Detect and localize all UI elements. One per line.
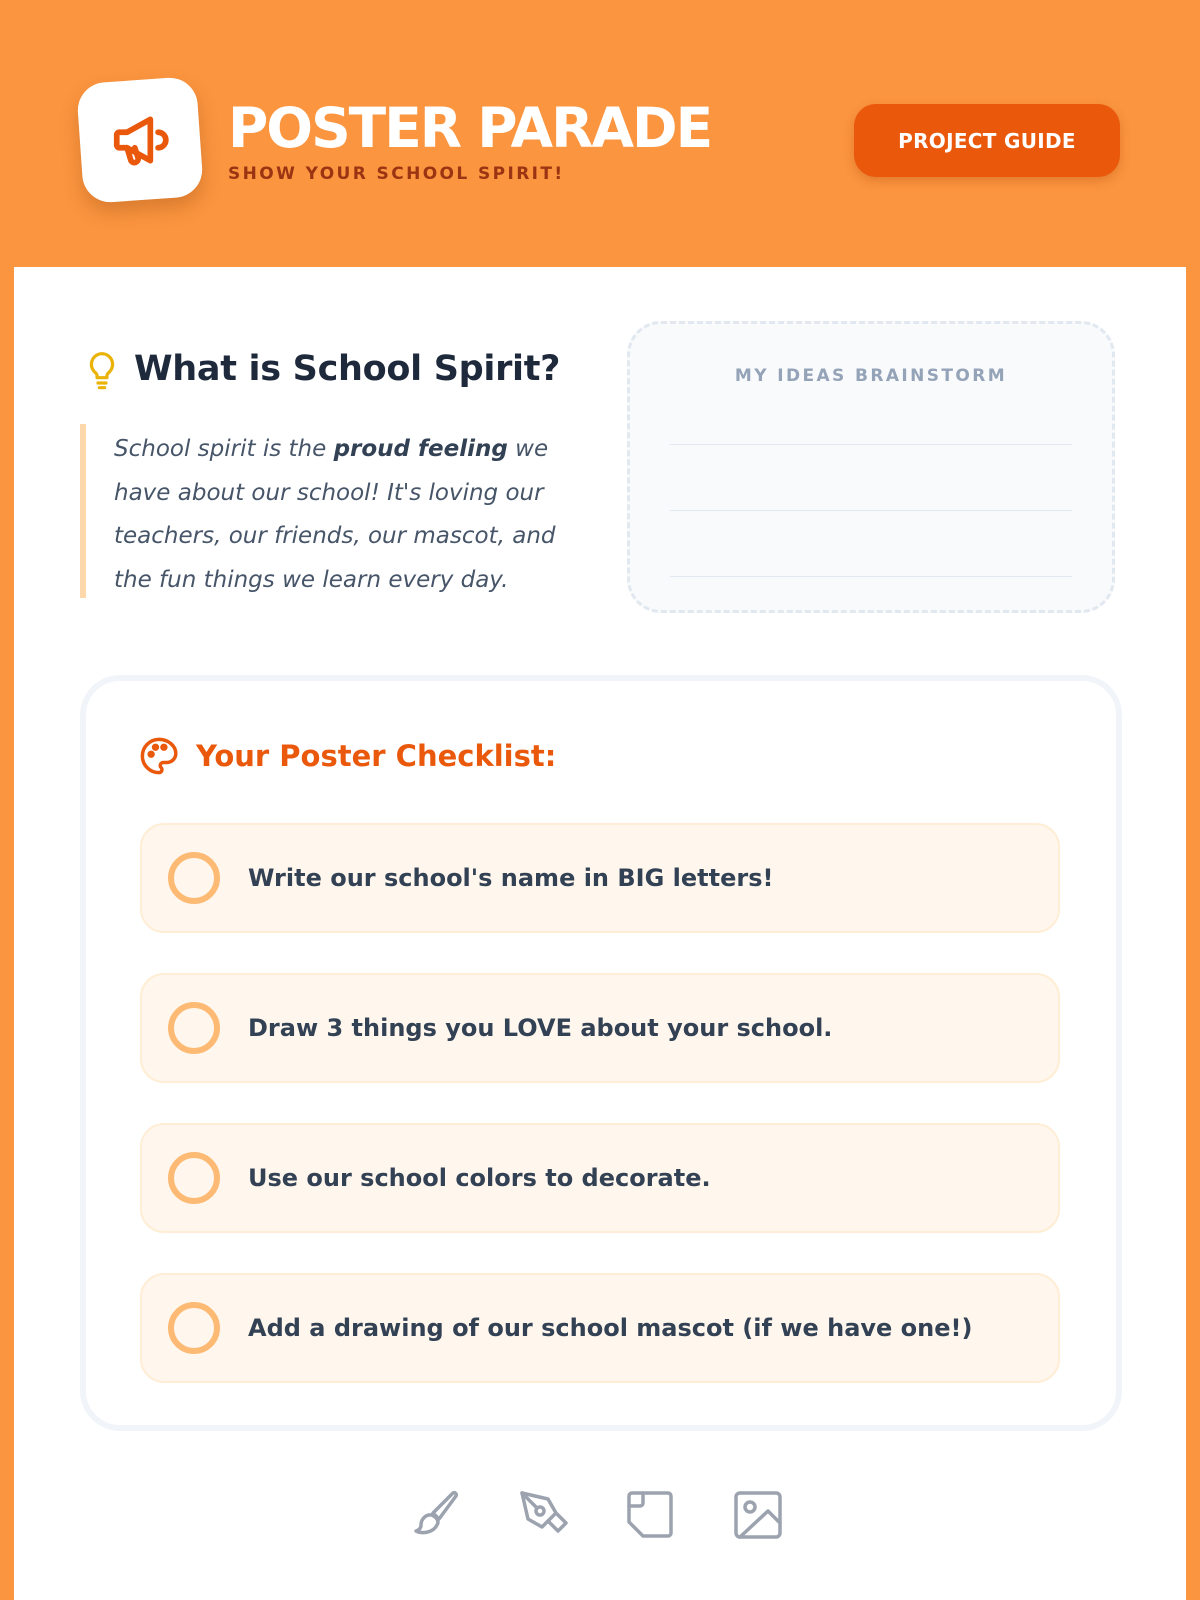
image-icon[interactable] (728, 1485, 788, 1545)
checklist-item[interactable] (140, 1273, 1060, 1383)
checkbox-circle[interactable] (168, 852, 220, 904)
brainstorm-line (670, 444, 1072, 445)
definition-text-start: School spirit is the (114, 436, 334, 462)
checklist-title: Your Poster Checklist: (196, 739, 557, 773)
brainstorm-line (670, 510, 1072, 511)
app-logo (76, 76, 204, 204)
tool-bar (14, 1485, 1186, 1545)
sticky-note-icon[interactable] (620, 1485, 680, 1545)
poster-checklist (80, 675, 1122, 1431)
megaphone-icon (109, 109, 171, 171)
checkbox-circle[interactable] (168, 1302, 220, 1354)
checklist-item-label: Add a drawing of our school mascot (if we have one!) (248, 1314, 973, 1342)
lightbulb-icon (86, 351, 118, 391)
definition-text-end: we have about our school! It's loving our teachers, our friends, our mascot, and the fun things we learn every day. (114, 436, 556, 593)
app-subtitle: SHOW YOUR SCHOOL SPIRIT! (228, 164, 565, 184)
checklist-item[interactable] (140, 1123, 1060, 1233)
pen-tool-icon[interactable] (514, 1485, 574, 1545)
checkbox-circle[interactable] (168, 1152, 220, 1204)
project-guide-button[interactable]: PROJECT GUIDE (854, 104, 1120, 177)
checklist-item-label: Draw 3 things you LOVE about your school. (248, 1014, 833, 1042)
checklist-item-label: Use our school colors to decorate. (248, 1164, 711, 1192)
definition-emphasis: proud feeling (333, 436, 508, 462)
brainstorm-title: MY IDEAS BRAINSTORM (734, 366, 1008, 386)
app-title: POSTER PARADE (228, 96, 712, 160)
checklist-item-label: Write our school's name in BIG letters! (248, 864, 774, 892)
checklist-item[interactable] (140, 973, 1060, 1083)
section-title: What is School Spirit? (134, 349, 561, 389)
definition-text (86, 424, 582, 602)
paintbrush-icon[interactable] (406, 1485, 466, 1545)
checkbox-circle[interactable] (168, 1002, 220, 1054)
checklist-item[interactable] (140, 823, 1060, 933)
header (0, 0, 1200, 267)
brainstorm-box[interactable] (627, 321, 1115, 613)
brainstorm-line (670, 576, 1072, 577)
definition-quote (80, 424, 582, 598)
palette-icon (138, 735, 180, 777)
main-card (14, 267, 1186, 1600)
